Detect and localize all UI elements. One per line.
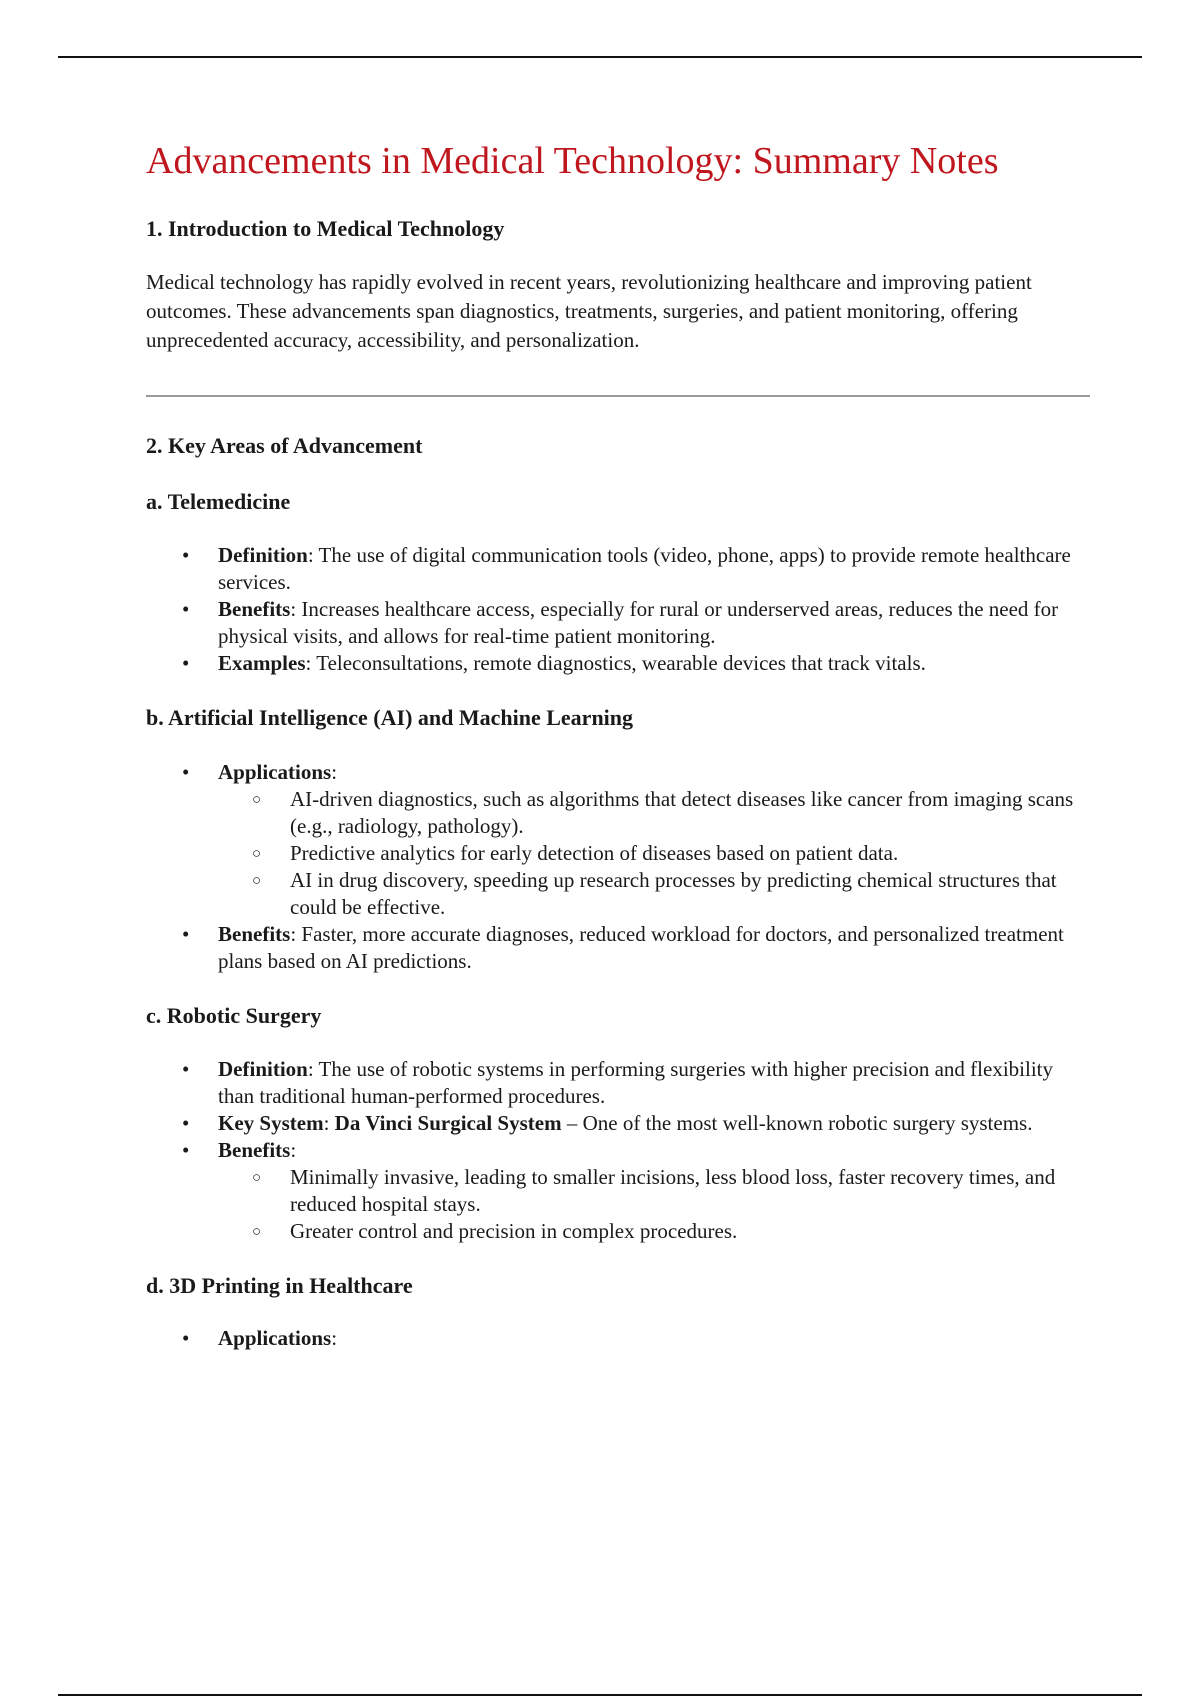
subsection-heading-robotic-surgery: c. Robotic Surgery: [146, 1003, 322, 1029]
subsection-heading-telemedicine: a. Telemedicine: [146, 489, 291, 515]
item-label: Benefits: [218, 1137, 291, 1162]
sub-list-item: [218, 1218, 1090, 1245]
bullet-icon: •: [182, 922, 190, 947]
item-colon: :: [290, 1137, 297, 1162]
ai-applications-sublist: [218, 786, 1090, 921]
bullet-icon: •: [182, 650, 190, 675]
circle-bullet-icon: ○: [252, 873, 262, 890]
list-item: [146, 1325, 1090, 1352]
list-item: [146, 1110, 1090, 1137]
section-heading-intro: 1. Introduction to Medical Technology: [146, 215, 505, 241]
subsection-heading-3d-printing: d. 3D Printing in Healthcare: [146, 1272, 413, 1298]
list-item: [146, 542, 1090, 596]
item-label: Definition: [218, 542, 308, 567]
item-colon: :: [331, 1326, 338, 1351]
ai-list: [146, 759, 1090, 975]
list-item: [146, 1137, 1090, 1245]
sub-list-item: [218, 1164, 1090, 1218]
list-item: [146, 759, 1090, 921]
section-heading-key-areas: 2. Key Areas of Advancement: [146, 433, 423, 459]
item-text: : The use of digital communication tools (video, phone, apps) to provide remote healthcare services.: [218, 542, 1071, 594]
circle-bullet-icon: ○: [252, 1169, 262, 1186]
item-text: : The use of robotic systems in performing surgeries with higher precision and flexibility than traditional human-performed procedures.: [218, 1056, 1054, 1108]
section-divider: [146, 395, 1090, 397]
sub-item-text: AI-driven diagnostics, such as algorithms that detect diseases like cancer from imaging scans (e.g., radiology, pathology).: [290, 787, 1074, 839]
item-label: Definition: [218, 1056, 308, 1081]
bullet-icon: •: [182, 1326, 190, 1351]
bullet-icon: •: [182, 542, 190, 567]
item-label: Benefits: [218, 922, 291, 947]
circle-bullet-icon: ○: [252, 1223, 262, 1240]
bullet-icon: •: [182, 1110, 190, 1135]
item-text: : Increases healthcare access, especially for rural or underserved areas, reduces the need for physical visits, and allows for real-time patient monitoring.: [218, 596, 1059, 648]
list-item: [146, 921, 1090, 975]
list-item: [146, 650, 1090, 677]
system-name: Da Vinci Surgical System: [334, 1110, 562, 1135]
intro-paragraph: Medical technology has rapidly evolved in recent years, revolutionizing healthcare and improving patient outcomes. These advancements span diagnostics, treatments, surgeries, and patient monitoring, offering unprecedented accuracy, accessibility, and personalization.: [146, 270, 1032, 353]
subsection-heading-ai: b. Artificial Intelligence (AI) and Machine Learning: [146, 704, 634, 730]
sub-list-item: [218, 840, 1090, 867]
list-item: [146, 1056, 1090, 1110]
sub-item-text: Greater control and precision in complex procedures.: [290, 1218, 738, 1243]
item-colon: :: [331, 760, 338, 785]
page-bottom-rule: [58, 1694, 1142, 1696]
robotic-benefits-sublist: [218, 1164, 1090, 1245]
item-label: Applications: [218, 760, 332, 785]
item-label: Key System: [218, 1110, 324, 1135]
sub-list-item: [218, 786, 1090, 840]
document-title: Advancements in Medical Technology: Summary Notes: [146, 140, 999, 182]
item-text: : Faster, more accurate diagnoses, reduced workload for doctors, and personalized treatment plans based on AI predictions.: [218, 922, 1064, 974]
sub-list-item: [218, 867, 1090, 921]
item-text: – One of the most well-known robotic surgery systems.: [561, 1110, 1033, 1135]
robotic-surgery-list: [146, 1056, 1090, 1245]
3d-printing-list: [146, 1325, 1090, 1352]
sub-item-text: Predictive analytics for early detection of diseases based on patient data.: [290, 841, 899, 866]
item-label: Benefits: [218, 596, 291, 621]
document-page: [146, 140, 1090, 1352]
sub-item-text: Minimally invasive, leading to smaller incisions, less blood loss, faster recovery times, and reduced hospital stays.: [290, 1164, 1056, 1216]
bullet-icon: •: [182, 596, 190, 621]
bullet-icon: •: [182, 1056, 190, 1081]
circle-bullet-icon: ○: [252, 846, 262, 863]
bullet-icon: •: [182, 1137, 190, 1162]
circle-bullet-icon: ○: [252, 792, 262, 809]
page-top-rule: [58, 56, 1142, 58]
item-label: Examples: [218, 650, 306, 675]
list-item: [146, 596, 1090, 650]
item-text: : Teleconsultations, remote diagnostics, wearable devices that track vitals.: [305, 650, 926, 675]
telemedicine-list: [146, 542, 1090, 677]
item-label: Applications: [218, 1326, 332, 1351]
item-separator: :: [323, 1110, 335, 1135]
bullet-icon: •: [182, 760, 190, 785]
sub-item-text: AI in drug discovery, speeding up research processes by predicting chemical structures that could be effective.: [290, 868, 1057, 920]
